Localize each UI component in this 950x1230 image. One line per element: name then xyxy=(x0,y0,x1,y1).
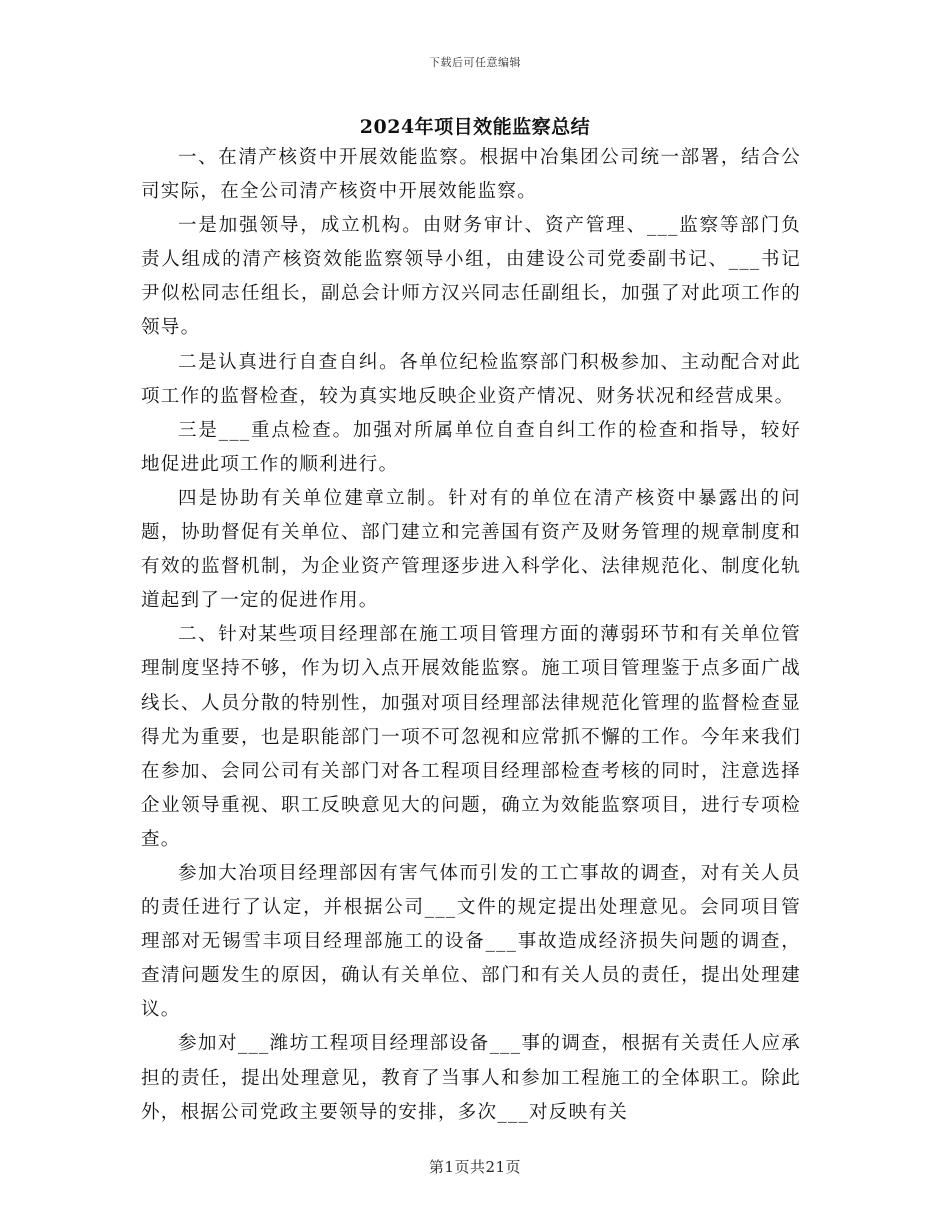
paragraph: 二是认真进行自查自纠。各单位纪检监察部门积极参加、主动配合对此项工作的监督检查，较为真实地反映企业资产情况、财务状况和经营成果。 xyxy=(141,351,801,407)
paragraph: 四是协助有关单位建章立制。针对有的单位在清产核资中暴露出的问题，协助督促有关单位、部门建立和完善国有资产及财务管理的规章制度和有效的监督机制，为企业资产管理逐步进入科学化、法律规范化、制度化轨道起到了一定的促进作用。 xyxy=(141,487,801,612)
document-body xyxy=(141,141,801,1130)
paragraph: 一是加强领导，成立机构。由财务审计、资产管理、___监察等部门负责人组成的清产核资效能监察领导小组，由建设公司党委副书记、___书记尹似松同志任组长，副总会计师方汉兴同志任副组长，加强了对此项工作的领导。 xyxy=(141,215,801,339)
document-title: 2024年项目效能监察总结 xyxy=(359,116,591,138)
page-number: 第1页共21页 xyxy=(428,1158,522,1176)
header-note: 下载后可任意编辑 xyxy=(429,56,521,69)
paragraph: 二、针对某些项目经理部在施工项目管理方面的薄弱环节和有关单位管理制度坚持不够，作为切入点开展效能监察。施工项目管理鉴于点多面广战线长、人员分散的特别性，加强对项目经理部法律规范化管理的监督检查显得尤为重要，也是职能部门一项不可忽视和应常抓不懈的工作。今年来我们在参加、会同公司有关部门对各工程项目经理部检查考核的同时，注意选择企业领导重视、职工反映意见大的问题，确立为效能监察项目，进行专项检查。 xyxy=(141,624,801,850)
paragraph: 参加大冶项目经理部因有害气体而引发的工亡事故的调查，对有关人员的责任进行了认定，并根据公司___文件的规定提出处理意见。会同项目管理部对无锡雪丰项目经理部施工的设备___事故造成经济损失问题的调查，查清问题发生的原因，确认有关单位、部门和有关人员的责任，提出处理建议。 xyxy=(141,862,801,1021)
paragraph: 参加对___潍坊工程项目经理部设备___事的调查，根据有关责任人应承担的责任，提出处理意见，教育了当事人和参加工程施工的全体职工。除此外，根据公司党政主要领导的安排，多次___对反映有关 xyxy=(141,1033,801,1123)
paragraph: 一、在清产核资中开展效能监察。根据中冶集团公司统一部署，结合公司实际，在全公司清产核资中开展效能监察。 xyxy=(141,147,801,203)
paragraph: 三是___重点检查。加强对所属单位自查自纠工作的检查和指导，较好地促进此项工作的顺利进行。 xyxy=(141,419,801,475)
